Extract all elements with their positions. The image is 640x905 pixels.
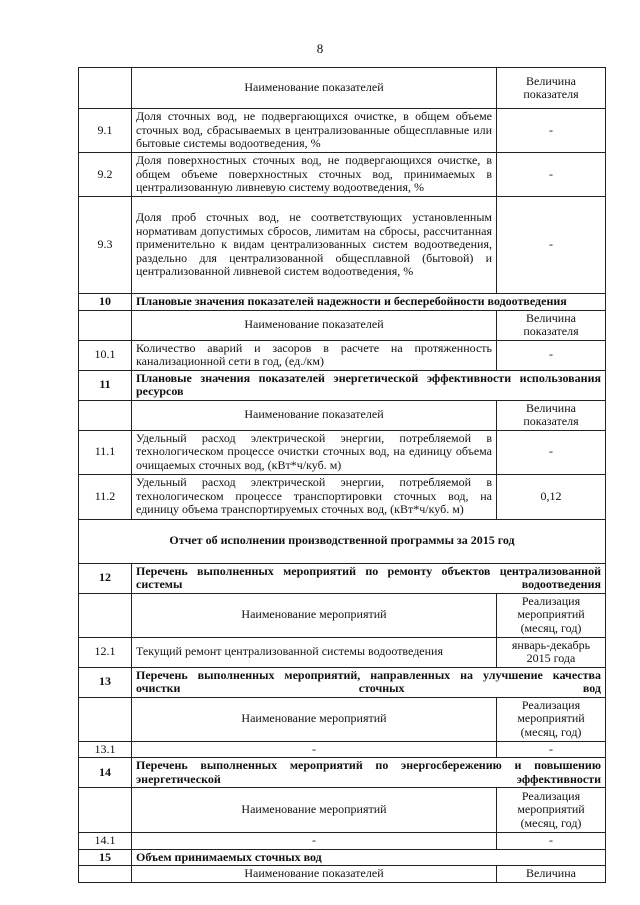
section-title: Плановые значения показателей энергетической эффективности использования ресурсов <box>132 370 606 400</box>
header-num-cell <box>79 866 132 883</box>
header-value-cell: Реализация мероприятий (месяц, год) <box>497 788 606 833</box>
table-row <box>79 637 606 667</box>
row-number: 14.1 <box>79 833 132 850</box>
section-row <box>79 758 606 788</box>
section-header-row <box>79 400 606 430</box>
row-number: 13.1 <box>79 741 132 758</box>
report-title: Отчет об исполнении производственной программы за 2015 год <box>79 519 606 563</box>
header-name-cell: Наименование мероприятий <box>132 788 497 833</box>
row-text: Доля поверхностных сточных вод, не подвергающихся очистке, в общем объеме поверхностных сточных вод, принимаемых в централизованную ливневую систему водоотведения, % <box>132 153 497 197</box>
header-value-cell: Величина <box>497 866 606 883</box>
row-number: 9.2 <box>79 153 132 197</box>
row-text: Доля сточных вод, не подвергающихся очистке, в общем объеме сточных вод, сбрасываемых в централизованные общесплавные или бытовые системы водоотведения, % <box>132 109 497 153</box>
section-number: 10 <box>79 294 132 311</box>
table-row <box>79 153 606 197</box>
section-row <box>79 294 606 311</box>
header-name-cell: Наименование показателей <box>132 68 497 109</box>
report-title-row <box>79 519 606 563</box>
row-number: 9.1 <box>79 109 132 153</box>
header-name-cell: Наименование показателей <box>132 400 497 430</box>
header-value-cell: Реализация мероприятий (месяц, год) <box>497 593 606 637</box>
row-text: Текущий ремонт централизованной системы водоотведения <box>132 637 497 667</box>
table-header-row <box>79 68 606 109</box>
section-title: Перечень выполненных мероприятий по ремонту объектов централизованной системы водоотведения <box>132 563 606 593</box>
row-number: 12.1 <box>79 637 132 667</box>
section-number: 12 <box>79 563 132 593</box>
header-name-cell: Наименование показателей <box>132 866 497 883</box>
page-number: 8 <box>316 41 324 56</box>
row-value: - <box>497 197 606 294</box>
table-row <box>79 474 606 519</box>
table-row <box>79 833 606 850</box>
row-value: январь-декабрь 2015 года <box>497 637 606 667</box>
header-value-cell: Величина показателя <box>497 400 606 430</box>
section-number: 15 <box>79 849 132 866</box>
row-number: 11.1 <box>79 430 132 474</box>
header-num-cell <box>79 788 132 833</box>
section-row <box>79 849 606 866</box>
row-value: - <box>497 109 606 153</box>
row-value: - <box>497 833 606 850</box>
row-number: 11.2 <box>79 474 132 519</box>
section-title: Плановые значения показателей надежности и бесперебойности водоотведения <box>132 294 606 311</box>
table-row <box>79 430 606 474</box>
section-title: Перечень выполненных мероприятий, направленных на улучшение качества очистки сточных вод <box>132 667 606 697</box>
table-row <box>79 197 606 294</box>
header-value-cell: Величина показателя <box>497 310 606 340</box>
row-value: - <box>497 153 606 197</box>
row-value: 0,12 <box>497 474 606 519</box>
row-value: - <box>497 430 606 474</box>
row-text: Удельный расход электрической энергии, потребляемой в технологическом процессе транспортировки сточных вод, на единицу объема транспортируемых сточных вод, (кВт*ч/куб. м) <box>132 474 497 519</box>
header-num-cell <box>79 593 132 637</box>
section-header-row <box>79 697 606 741</box>
section-title: Перечень выполненных мероприятий по энергосбережению и повышению энергетической эффективности <box>132 758 606 788</box>
row-value: - <box>497 340 606 370</box>
header-num-cell <box>79 68 132 109</box>
header-num-cell <box>79 400 132 430</box>
section-row <box>79 563 606 593</box>
row-text: Удельный расход электрической энергии, потребляемой в технологическом процессе очистки сточных вод, на единицу объема очищаемых сточных вод, (кВт*ч/куб. м) <box>132 430 497 474</box>
table-row <box>79 741 606 758</box>
section-header-row <box>79 593 606 637</box>
header-value-cell: Величина показателя <box>497 68 606 109</box>
row-value: - <box>497 741 606 758</box>
header-name-cell: Наименование мероприятий <box>132 697 497 741</box>
header-name-cell: Наименование мероприятий <box>132 593 497 637</box>
header-name-cell: Наименование показателей <box>132 310 497 340</box>
row-text: Количество аварий и засоров в расчете на протяженность канализационной сети в год, (ед./км) <box>132 340 497 370</box>
header-num-cell <box>79 310 132 340</box>
header-value-cell: Реализация мероприятий (месяц, год) <box>497 697 606 741</box>
section-header-row <box>79 866 606 883</box>
section-row <box>79 370 606 400</box>
section-title: Объем принимаемых сточных вод <box>132 849 606 866</box>
section-number: 13 <box>79 667 132 697</box>
header-num-cell <box>79 697 132 741</box>
row-text: - <box>132 833 497 850</box>
row-number: 10.1 <box>79 340 132 370</box>
section-number: 11 <box>79 370 132 400</box>
section-header-row <box>79 310 606 340</box>
section-row <box>79 667 606 697</box>
row-number: 9.3 <box>79 197 132 294</box>
row-text: Доля проб сточных вод, не соответствующих установленным нормативам допустимых сбросов, лимитам на сбросы, рассчитанная применительно к видам централизованных систем водоотведения, раздельно для централизованной общесплавной (бытовой) и централизованной ливневой систем водоотведения, % <box>132 197 497 294</box>
section-number: 14 <box>79 758 132 788</box>
table-row <box>79 109 606 153</box>
table-row <box>79 340 606 370</box>
document-table <box>78 67 606 883</box>
row-text: - <box>132 741 497 758</box>
section-header-row <box>79 788 606 833</box>
